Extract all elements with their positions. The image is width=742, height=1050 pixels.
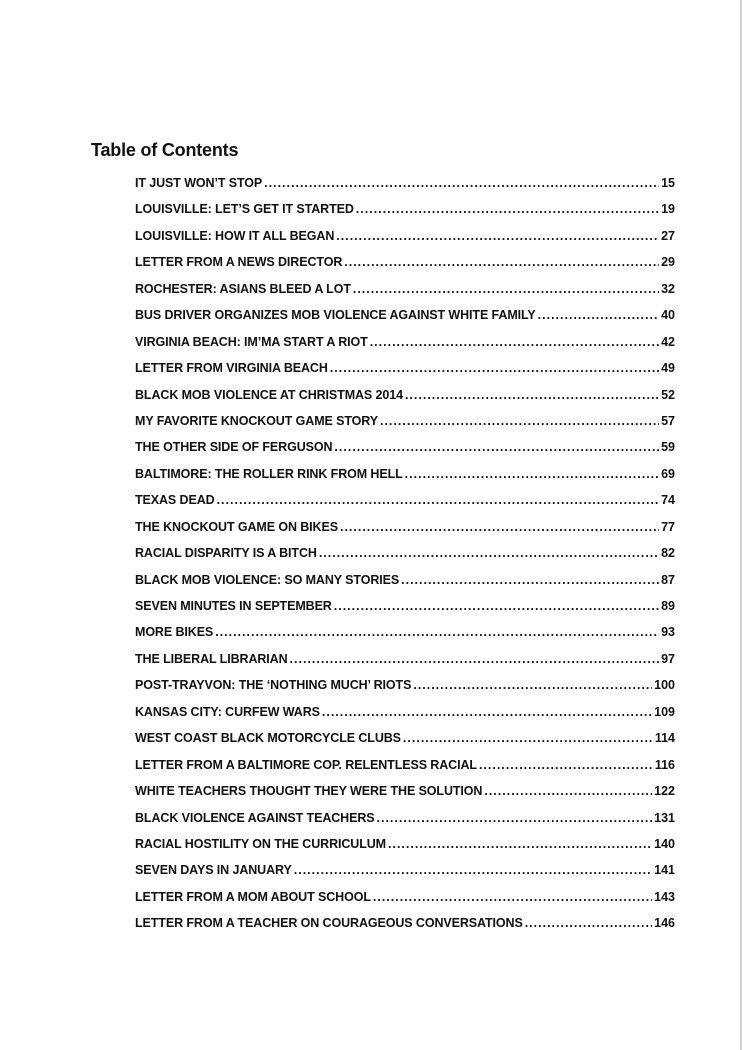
toc-entry-title: MY FAVORITE KNOCKOUT GAME STORY [135,413,378,428]
toc-dot-leader [525,914,652,932]
toc-entry[interactable] [135,200,675,226]
toc-page-number: 49 [661,361,675,376]
toc-dot-leader [215,623,659,641]
toc-title: Table of Contents [91,140,239,160]
toc-entry[interactable] [135,227,675,253]
toc-dot-leader [405,465,659,483]
toc-entry-title: BALTIMORE: THE ROLLER RINK FROM HELL [135,466,403,481]
toc-entry[interactable] [135,174,675,200]
toc-entry[interactable] [135,333,675,359]
toc-entry[interactable] [135,571,675,597]
toc-entry-title: LETTER FROM A MOM ABOUT SCHOOL [135,889,371,904]
toc-entry-title: LETTER FROM A NEWS DIRECTOR [135,255,343,270]
toc-page-number: 29 [661,255,675,270]
toc-page-number: 93 [661,625,675,640]
toc-entry-title: POST-TRAYVON: THE ‘NOTHING MUCH’ RIOTS [135,678,412,693]
toc-entry-title: SEVEN MINUTES IN SEPTEMBER [135,599,332,613]
toc-page-number: 42 [661,334,675,349]
toc-entry[interactable] [135,676,675,702]
toc-entry[interactable] [135,756,675,782]
toc-entry[interactable] [135,491,675,517]
toc-page-number: 57 [661,413,675,428]
toc-page-number: 52 [661,387,675,402]
toc-entry-title: THE LIBERAL LIBRARIAN [135,651,288,666]
toc-entry-title: LOUISVILLE: HOW IT ALL BEGAN [135,228,335,243]
toc-entry[interactable] [135,544,675,570]
toc-entry[interactable] [135,438,675,464]
toc-dot-leader [356,200,659,218]
toc-entry[interactable] [135,253,675,279]
toc-entry-title: IT JUST WON’T STOP [135,176,263,190]
toc-dot-leader [373,888,652,906]
toc-page-number: 146 [654,916,675,931]
toc-entry[interactable] [135,888,675,914]
toc-page-number: 59 [661,440,675,455]
toc-dot-leader [403,729,653,747]
toc-entry-title: MORE BIKES [135,625,214,640]
toc-dot-leader [264,174,659,192]
toc-list [135,174,675,941]
toc-dot-leader [388,835,652,853]
toc-dot-leader [405,386,659,404]
toc-page-number: 143 [654,889,675,904]
toc-entry[interactable] [135,386,675,412]
toc-dot-leader [479,756,653,774]
toc-entry[interactable] [135,623,675,649]
toc-entry[interactable] [135,518,675,544]
toc-entry[interactable] [135,280,675,306]
toc-entry[interactable] [135,835,675,861]
toc-entry-title: BLACK VIOLENCE AGAINST TEACHERS [135,810,375,825]
toc-dot-leader [370,333,659,351]
toc-entry-title: ROCHESTER: ASIANS BLEED A LOT [135,281,351,296]
toc-dot-leader [330,359,659,377]
toc-entry-title: WEST COAST BLACK MOTORCYCLE CLUBS [135,731,401,746]
toc-page-number: 114 [654,731,675,746]
toc-page-number: 131 [654,810,675,825]
toc-entry[interactable] [135,650,675,676]
toc-dot-leader [294,861,652,879]
toc-page-number: 82 [661,546,675,561]
toc-page-number: 74 [661,493,675,508]
toc-entry[interactable] [135,412,675,438]
toc-dot-leader [538,306,659,324]
toc-dot-leader [377,809,653,827]
toc-dot-leader [340,518,659,536]
toc-entry[interactable] [135,597,675,623]
toc-page-number: 40 [661,308,675,323]
toc-entry-title: WHITE TEACHERS THOUGHT THEY WERE THE SOLUTION [135,784,483,799]
toc-entry-title: RACIAL HOSTILITY ON THE CURRICULUM [135,836,386,851]
toc-dot-leader [336,227,659,245]
toc-page-number: 140 [654,836,675,851]
toc-entry-title: BLACK MOB VIOLENCE: SO MANY STORIES [135,572,400,587]
toc-entry[interactable] [135,465,675,491]
toc-entry-title: LETTER FROM VIRGINIA BEACH [135,361,328,376]
toc-entry-title: RACIAL DISPARITY IS A BITCH [135,546,317,561]
toc-dot-leader [290,650,660,668]
toc-entry-title: BLACK MOB VIOLENCE AT CHRISTMAS 2014 [135,387,403,402]
toc-dot-leader [217,491,660,509]
toc-entry[interactable] [135,782,675,808]
toc-page-number: 109 [654,704,675,719]
toc-dot-leader [380,412,659,430]
toc-page-number: 97 [661,651,675,666]
toc-entry-title: BUS DRIVER ORGANIZES MOB VIOLENCE AGAINST WHITE FAMILY [135,308,536,323]
toc-dot-leader [353,280,659,298]
toc-dot-leader [401,571,659,589]
toc-entry[interactable] [135,306,675,332]
toc-page-number: 15 [661,176,675,190]
toc-entry[interactable] [135,703,675,729]
toc-page-number: 19 [661,202,675,217]
toc-page-number: 141 [654,863,675,878]
toc-page-number: 100 [654,678,675,693]
toc-dot-leader [319,544,659,562]
toc-entry[interactable] [135,729,675,755]
toc-dot-leader [484,782,652,800]
toc-dot-leader [322,703,652,721]
toc-entry-title: TEXAS DEAD [135,493,215,508]
toc-page-number: 27 [661,228,675,243]
toc-page-number: 87 [661,572,675,587]
toc-dot-leader [413,676,652,694]
toc-entry[interactable] [135,861,675,887]
toc-entry[interactable] [135,809,675,835]
toc-entry-title: KANSAS CITY: CURFEW WARS [135,704,320,719]
toc-entry-title: THE KNOCKOUT GAME ON BIKES [135,519,338,534]
toc-dot-leader [334,597,659,615]
toc-dot-leader [344,253,659,271]
toc-page-number: 116 [654,757,675,772]
toc-entry-title: LETTER FROM A TEACHER ON COURAGEOUS CONVERSATIONS [135,916,523,931]
toc-entry-title: VIRGINIA BEACH: IM’MA START A RIOT [135,334,368,349]
toc-entry-title: LETTER FROM A BALTIMORE COP. RELENTLESS RACIAL [135,757,477,772]
toc-entry-title: SEVEN DAYS IN JANUARY [135,863,292,878]
toc-entry-title: LOUISVILLE: LET’S GET IT STARTED [135,202,354,217]
toc-page-number: 32 [661,281,675,296]
toc-dot-leader [334,438,659,456]
toc-page-number: 77 [661,519,675,534]
toc-page-number: 69 [661,466,675,481]
toc-entry[interactable] [135,914,675,940]
toc-entry-title: THE OTHER SIDE OF FERGUSON [135,440,333,455]
toc-page-number: 122 [654,784,675,799]
toc-page-number: 89 [661,599,675,613]
toc-entry[interactable] [135,359,675,385]
